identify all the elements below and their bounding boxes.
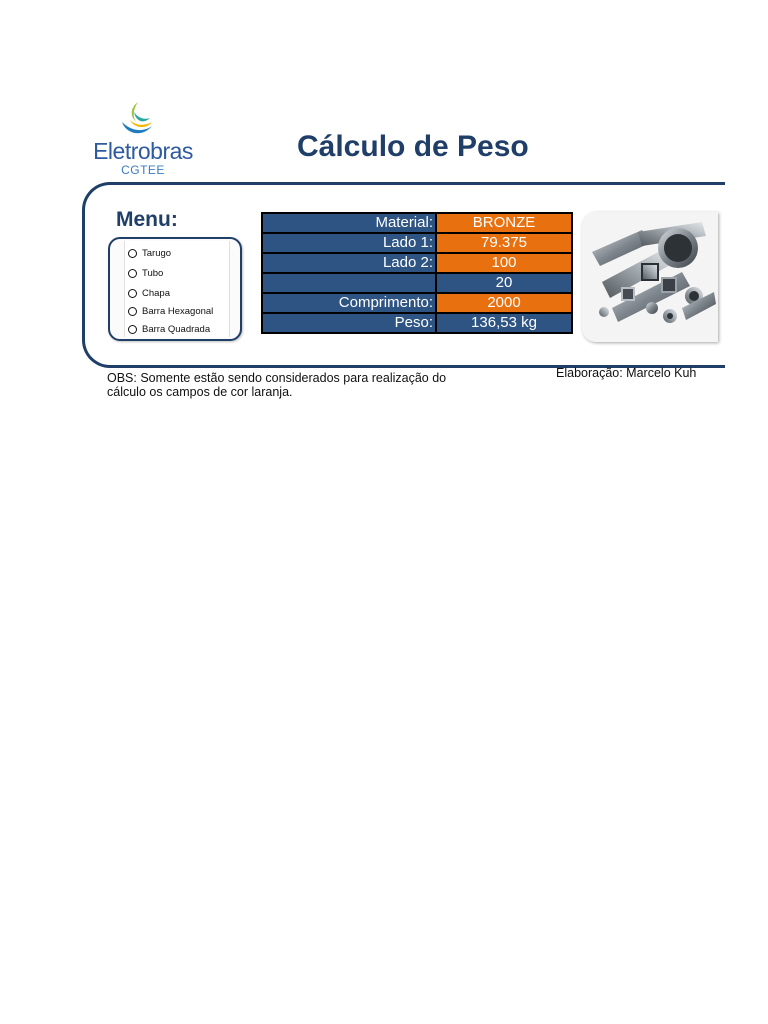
menu-options <box>124 241 230 337</box>
lado1-label: Lado 1: <box>262 233 436 253</box>
radio-option-barra-hexagonal[interactable] <box>128 303 213 319</box>
menu-listbox <box>108 237 242 341</box>
lado2-value[interactable]: 100 <box>436 253 572 273</box>
radio-circle-icon[interactable] <box>128 307 137 316</box>
observation-note: OBS: Somente estão sendo considerados para realização do cálculo os campos de cor laranja. <box>107 371 447 399</box>
table-row <box>262 233 572 253</box>
lado1-value[interactable]: 79.375 <box>436 233 572 253</box>
page-title: Cálculo de Peso <box>297 130 529 163</box>
peso-value: 136,53 kg <box>436 313 572 333</box>
comprimento-value[interactable]: 2000 <box>436 293 572 313</box>
radio-option-chapa[interactable] <box>128 285 170 301</box>
radio-option-tubo[interactable] <box>128 265 163 281</box>
metal-profiles-icon <box>582 212 718 342</box>
credit-text: Elaboração: Marcelo Kuh <box>556 366 697 380</box>
table-row <box>262 253 572 273</box>
radio-label: Barra Hexagonal <box>142 305 214 317</box>
comprimento-label: Comprimento: <box>262 293 436 313</box>
menu-label: Menu: <box>116 208 178 231</box>
eletrobras-logo <box>88 100 198 180</box>
radio-option-barra-quadrada[interactable] <box>128 321 210 337</box>
brand-name: Eletrobras <box>93 138 193 164</box>
radio-circle-icon[interactable] <box>128 249 137 258</box>
table-row <box>262 213 572 233</box>
calculation-table <box>261 212 573 334</box>
radio-label: Tubo <box>142 267 164 279</box>
metal-profiles-image <box>582 212 718 342</box>
peso-label: Peso: <box>262 313 436 333</box>
table-row <box>262 273 572 293</box>
radio-circle-icon[interactable] <box>128 289 137 298</box>
radio-label: Barra Quadrada <box>142 323 211 335</box>
extra-value: 20 <box>436 273 572 293</box>
radio-circle-icon[interactable] <box>128 325 137 334</box>
table-row <box>262 293 572 313</box>
radio-circle-icon[interactable] <box>128 269 137 278</box>
empty-label <box>262 273 436 293</box>
table-row <box>262 313 572 333</box>
material-value[interactable]: BRONZE <box>436 213 572 233</box>
brand-subtitle: CGTEE <box>121 163 165 177</box>
radio-option-tarugo[interactable] <box>128 245 171 261</box>
radio-label: Tarugo <box>142 247 172 259</box>
material-label: Material: <box>262 213 436 233</box>
eletrobras-logo-icon <box>116 100 156 140</box>
lado2-label: Lado 2: <box>262 253 436 273</box>
radio-label: Chapa <box>142 287 170 299</box>
